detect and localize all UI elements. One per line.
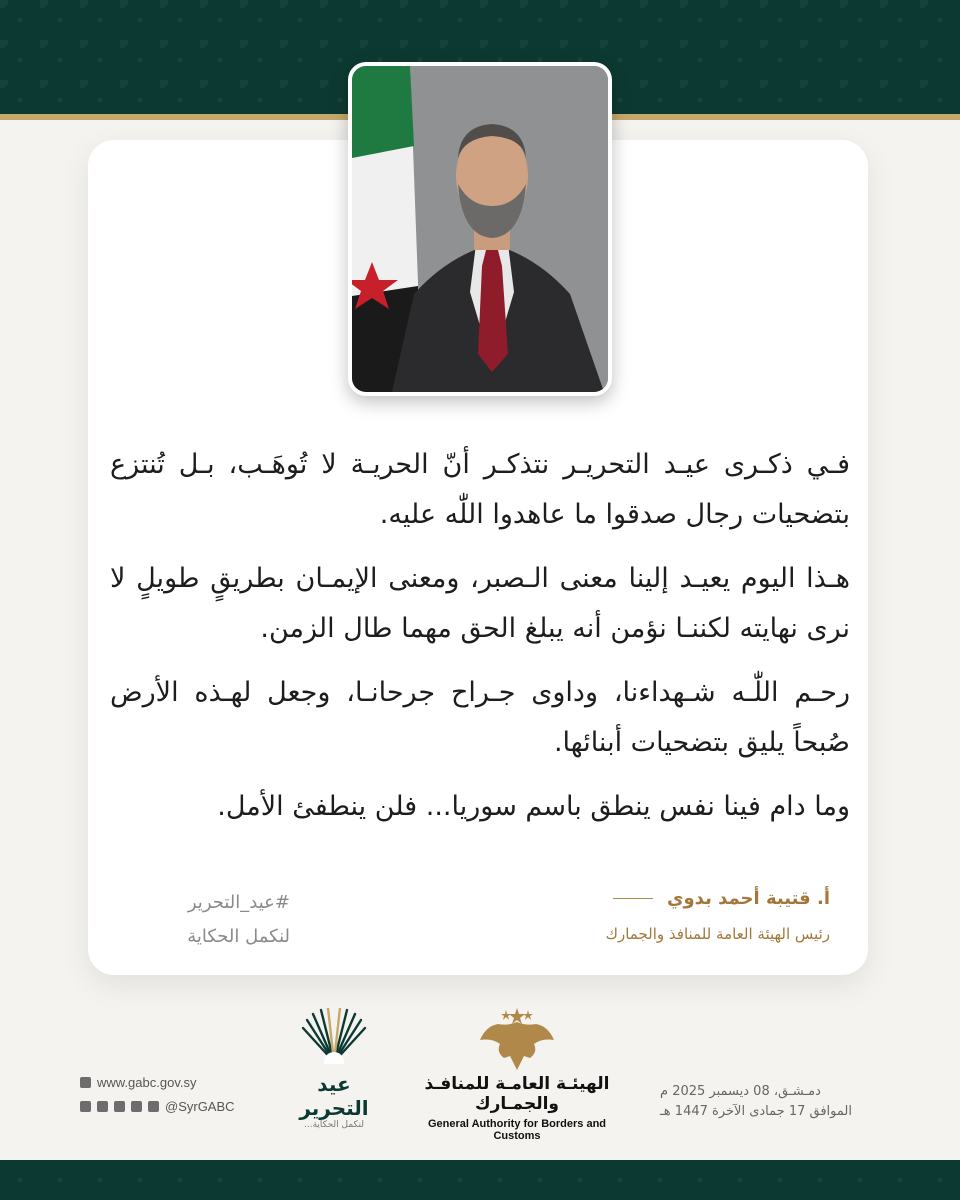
- festival-logo: [286, 1008, 382, 1130]
- date-block: [660, 1082, 882, 1122]
- slogan-line: لنكمل الحكاية: [187, 926, 290, 947]
- hashtag-line[interactable]: #عيد_التحرير: [187, 892, 290, 913]
- website-link[interactable]: www.gabc.gov.sy: [97, 1074, 197, 1090]
- bottom-pattern-band: [0, 1160, 960, 1200]
- hashtag-block: [110, 886, 290, 954]
- authority-name-en: General Authority for Borders and Customs: [427, 1118, 607, 1142]
- date-hijri: الموافق 17 جمادى الآخرة 1447 هـ: [660, 1104, 852, 1119]
- facebook-icon[interactable]: [80, 1101, 91, 1112]
- festival-rays-icon: [299, 1008, 369, 1064]
- authority-logo: [404, 1008, 630, 1142]
- festival-title: عيد التحرير: [299, 1072, 369, 1120]
- paragraph-2: هـذا اليوم يعيـد إلينا معنى الـصبر، ومعنى الإيمـان بطريقٍ طويلٍ لا نرى نهايته لكننـا نؤمن أنه يبلغ الحق مهما طال الزمن.: [110, 563, 850, 644]
- contact-block: [80, 1072, 235, 1116]
- social-handle[interactable]: @SyrGABC: [165, 1098, 235, 1114]
- x-icon[interactable]: [114, 1101, 125, 1112]
- message-body: [110, 440, 850, 846]
- festival-subtitle: لنكمل الحكاية...: [304, 1120, 364, 1130]
- portrait-photo: [348, 62, 612, 396]
- telegram-icon[interactable]: [131, 1101, 142, 1112]
- eagle-emblem-icon: [478, 1008, 556, 1070]
- signature-block: [606, 888, 830, 943]
- paragraph-3: رحـم اللّٰـه شـهداءنا، وداوى جـراح جرحانـا، وجعل لهـذه الأرض صُبحاً يليق بتضحيات أبنائها.: [110, 677, 850, 758]
- paragraph-1: فـي ذكـرى عيـد التحريـر نتذكـر أنّ الحريـة لا تُوهَـب، بـل تُنتزع بتضحيات رجال صدقوا ما عاهدوا اللّٰه عليه.: [110, 449, 850, 530]
- paragraph-4: وما دام فينا نفس ينطق باسم سوريا... فلن ينطفئ الأمل.: [217, 791, 850, 822]
- youtube-icon[interactable]: [148, 1101, 159, 1112]
- signatory-name: أ. قتيبة أحمد بدوي: [666, 888, 830, 909]
- instagram-icon[interactable]: [97, 1101, 108, 1112]
- web-icon: [80, 1077, 91, 1088]
- gold-divider-right: [612, 114, 960, 120]
- date-gregorian: دمـشـق، 08 ديسمبر 2025 م: [660, 1084, 821, 1099]
- signature-dash: [613, 898, 653, 899]
- authority-name-ar: الهيئـة العامـة للمنافـذ والجمـارك: [424, 1074, 610, 1114]
- signatory-title: رئيس الهيئة العامة للمنافذ والجمارك: [605, 925, 830, 943]
- gold-divider-left: [0, 114, 352, 120]
